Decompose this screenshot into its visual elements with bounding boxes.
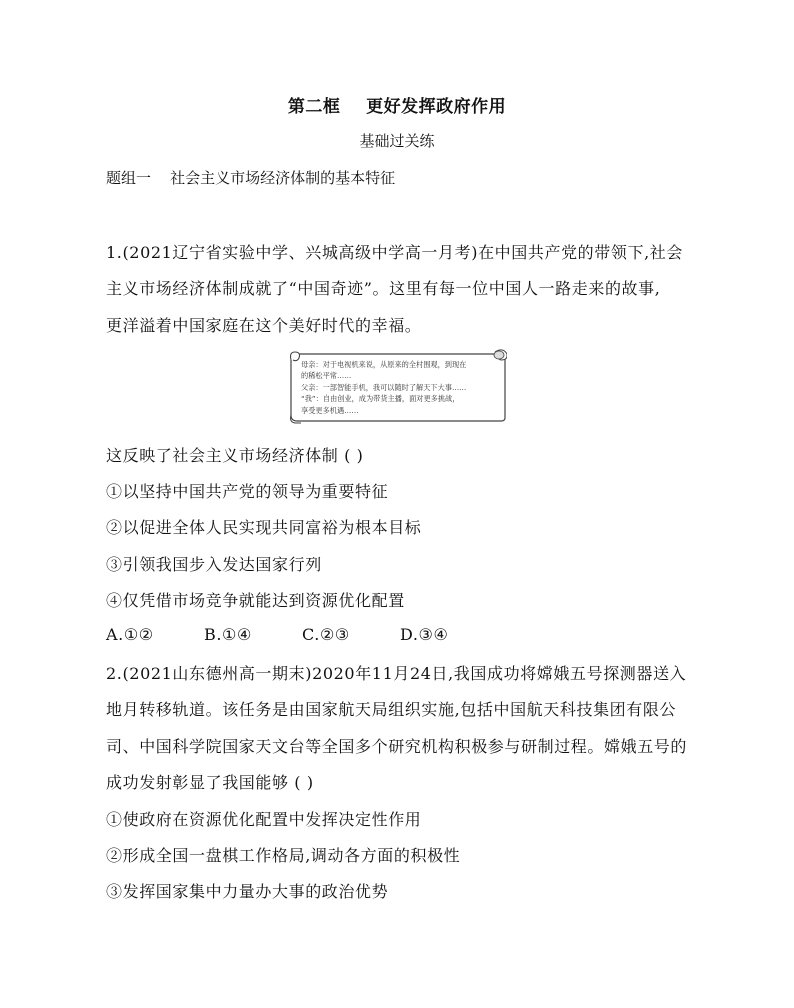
- q1-prompt: 这反映了社会主义市场经济体制 ( ): [106, 446, 364, 465]
- q1-options: [106, 625, 448, 644]
- q2-item-3: ③发挥国家集中力量办大事的政治优势: [106, 882, 389, 901]
- q2-item-1: ①使政府在资源优化配置中发挥决定性作用: [106, 810, 422, 829]
- option-b[interactable]: B.①④: [204, 625, 252, 644]
- scroll-line: 享受更多机遇……: [301, 405, 359, 415]
- q1-stem-line-2: 主义市场经济体制成就了“中国奇迹”。这里有每一位中国人一路走来的故事,: [106, 279, 661, 298]
- scroll-line: 的稀松平常……: [301, 371, 352, 381]
- q2-item-2: ②形成全国一盘棋工作格局,调动各方面的积极性: [106, 846, 461, 865]
- q2-stem-line-1: 2.(2021山东德州高一期末)2020年11月24日,我国成功将嫦娥五号探测器送入: [106, 664, 687, 683]
- option-c[interactable]: C.②③: [302, 625, 350, 644]
- scroll-illustration: [287, 348, 507, 424]
- scroll-line: 母亲：对于电视机来说，从原来的全村围观，到现在: [301, 360, 467, 369]
- option-a[interactable]: A.①②: [106, 625, 154, 644]
- scroll-line: “我”：自由创业，成为带货主播，面对更多挑战，: [301, 394, 460, 404]
- q1-item-2: ②以促进全体人民实现共同富裕为根本目标: [106, 518, 422, 537]
- scroll-line: 父亲：一部智能手机，我可以随时了解天下大事……: [301, 382, 467, 392]
- q2-stem-line-4: 成功发射彰显了我国能够 ( ): [106, 773, 314, 792]
- section-label: 基础过关练: [359, 132, 435, 150]
- q1-item-1: ①以坚持中国共产党的领导为重要特征: [106, 482, 389, 501]
- q1-stem-line-1: 1.(2021辽宁省实验中学、兴城高级中学高一月考)在中国共产党的带领下,社会: [106, 243, 683, 262]
- group-heading: 题组一 社会主义市场经济体制的基本特征: [106, 169, 396, 187]
- q1-stem-line-3: 更洋溢着中国家庭在这个美好时代的幸福。: [106, 316, 422, 335]
- q1-item-4: ④仅凭借市场竞争就能达到资源优化配置: [106, 591, 405, 610]
- option-d[interactable]: D.③④: [400, 625, 449, 644]
- scroll-text: [301, 359, 501, 416]
- page-title: 第二框 更好发挥政府作用: [287, 97, 507, 117]
- q1-item-3: ③引领我国步入发达国家行列: [106, 555, 322, 574]
- q2-stem-line-2: 地月转移轨道。该任务是由国家航天局组织实施,包括中国航天科技集团有限公: [106, 700, 677, 719]
- q2-stem-line-3: 司、中国科学院国家天文台等全国多个研究机构积极参与研制过程。嫦娥五号的: [106, 737, 688, 756]
